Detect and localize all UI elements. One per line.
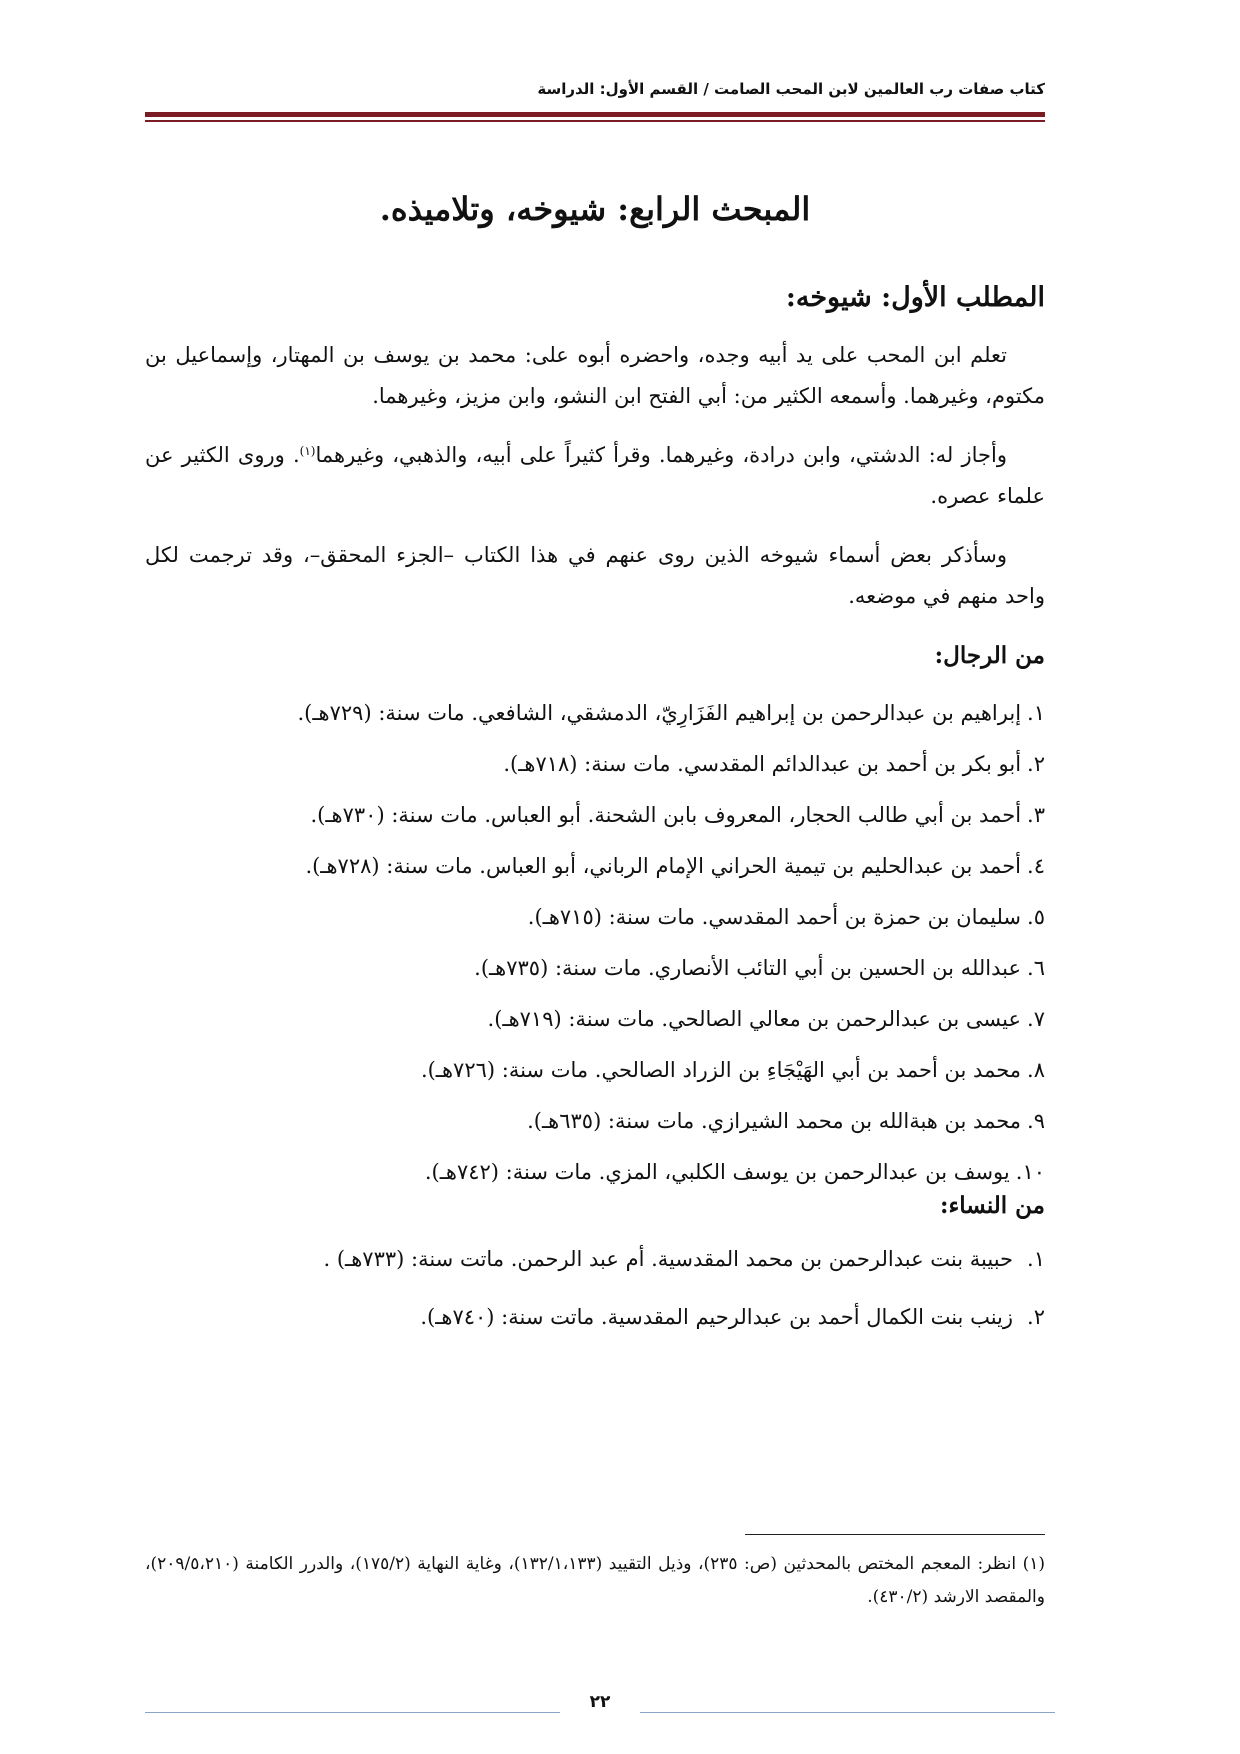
section-heading: المطلب الأول: شيوخه: xyxy=(785,282,1045,313)
list-item-text: إبراهيم بن عبدالرحمن بن إبراهيم الفَزَارِيّ، الدمشقي، الشافعي. مات سنة: (٧٢٩هـ). xyxy=(297,701,1022,725)
paragraph-2 xyxy=(145,435,1045,517)
list-item xyxy=(145,790,1045,841)
list-number: ١. xyxy=(1027,1247,1045,1271)
list-item-text: عيسى بن عبدالرحمن بن معالي الصالحي. مات سنة: (٧١٩هـ). xyxy=(487,1007,1022,1031)
list-number: ٢. xyxy=(1027,752,1045,776)
list-number: ٩. xyxy=(1027,1109,1045,1133)
list-number: ٥. xyxy=(1027,905,1045,929)
list-item-text: أحمد بن أبي طالب الحجار، المعروف بابن الشحنة. أبو العباس. مات سنة: (٧٣٠هـ). xyxy=(310,803,1022,827)
list-item xyxy=(145,739,1045,790)
running-header: كتاب صفات رب العالمين لابن المحب الصامت / القسم الأول: الدراسة xyxy=(537,80,1045,98)
footnote-separator xyxy=(745,1534,1045,1535)
header-rule-thin xyxy=(145,120,1045,122)
list-item xyxy=(145,943,1045,994)
list-number: ١٠. xyxy=(1015,1160,1045,1184)
list-number: ٦. xyxy=(1027,956,1045,980)
list-item xyxy=(145,892,1045,943)
paragraph-2-tail: . وروى الكثير عن علماء عصره. xyxy=(145,443,1045,508)
list-item-text: حبيبة بنت عبدالرحمن بن محمد المقدسية. أم عبد الرحمن. ماتت سنة: (٧٣٣هـ) . xyxy=(323,1247,1014,1271)
men-heading: من الرجال: xyxy=(934,642,1045,669)
paragraph-1-text: تعلم ابن المحب على يد أبيه وجده، واحضره أبوه على: محمد بن يوسف بن المهتار، وإسماعيل بن مكتوم، وغيرهما. وأسمعه الكثير من: أبي الفتح ابن النشو، وابن مزيز، وغيرهما. xyxy=(145,343,1045,408)
list-item xyxy=(145,1147,1045,1198)
footnote-1: (١) انظر: المعجم المختص بالمحدثين (ص: ٢٣٥)، وذيل التقييد (١٣٢/١،١٣٣)، وغاية النهاية (١٧٥/٢)، والدرر الكامنة (٢٠٩/٥،٢١٠)، والمقصد الارشد (٤٣٠/٢). xyxy=(145,1554,1045,1607)
header-rule xyxy=(145,112,1045,117)
list-item xyxy=(145,1230,1045,1288)
list-item-text: زينب بنت الكمال أحمد بن عبدالرحيم المقدسية. ماتت سنة: (٧٤٠هـ). xyxy=(420,1305,1014,1329)
women-list xyxy=(145,1230,1045,1346)
women-heading: من النساء: xyxy=(939,1192,1045,1219)
list-item xyxy=(145,1096,1045,1147)
footer-rule-left xyxy=(145,1712,560,1713)
list-item-text: أبو بكر بن أحمد بن عبدالدائم المقدسي. مات سنة: (٧١٨هـ). xyxy=(503,752,1022,776)
list-item xyxy=(145,841,1045,892)
list-number: ٢. xyxy=(1027,1305,1045,1329)
page-number: ٢٢ xyxy=(589,1692,611,1712)
footer-rule-right xyxy=(640,1712,1055,1713)
list-item xyxy=(145,688,1045,739)
list-number: ٨. xyxy=(1027,1058,1045,1082)
footnote-ref[interactable]: (١) xyxy=(299,444,316,458)
list-item xyxy=(145,1288,1045,1346)
paragraph-2-text: وأجاز له: الدشتي، وابن درادة، وغيرهما. وقرأ كثيراً على أبيه، والذهبي، وغيرهما xyxy=(315,443,1007,467)
list-item-text: عبدالله بن الحسين بن أبي التائب الأنصاري. مات سنة: (٧٣٥هـ). xyxy=(474,956,1022,980)
list-item xyxy=(145,994,1045,1045)
chapter-title: المبحث الرابع: شيوخه، وتلاميذه. xyxy=(379,190,811,228)
paragraph-3-text: وسأذكر بعض أسماء شيوخه الذين روى عنهم في هذا الكتاب –الجزء المحقق–، وقد ترجمت لكل واحد منهم في موضعه. xyxy=(145,543,1045,608)
list-number: ٧. xyxy=(1027,1007,1045,1031)
list-item-text: يوسف بن عبدالرحمن بن يوسف الكلبي، المزي. مات سنة: (٧٤٢هـ). xyxy=(424,1160,1010,1184)
list-item xyxy=(145,1045,1045,1096)
list-number: ١. xyxy=(1027,701,1045,725)
paragraph-1 xyxy=(145,335,1045,417)
list-item-text: محمد بن أحمد بن أبي الهَيْجَاءِ بن الزراد الصالحي. مات سنة: (٧٢٦هـ). xyxy=(420,1058,1022,1082)
men-list xyxy=(145,688,1045,1198)
list-item-text: محمد بن هبةالله بن محمد الشيرازي. مات سنة: (٦٣٥هـ). xyxy=(527,1109,1022,1133)
footnotes xyxy=(145,1548,1045,1614)
list-number: ٣. xyxy=(1027,803,1045,827)
list-item-text: سليمان بن حمزة بن أحمد المقدسي. مات سنة: (٧١٥هـ). xyxy=(527,905,1022,929)
list-number: ٤. xyxy=(1027,854,1045,878)
paragraph-3 xyxy=(145,535,1045,617)
list-item-text: أحمد بن عبدالحليم بن تيمية الحراني الإمام الرباني، أبو العباس. مات سنة: (٧٢٨هـ). xyxy=(305,854,1022,878)
